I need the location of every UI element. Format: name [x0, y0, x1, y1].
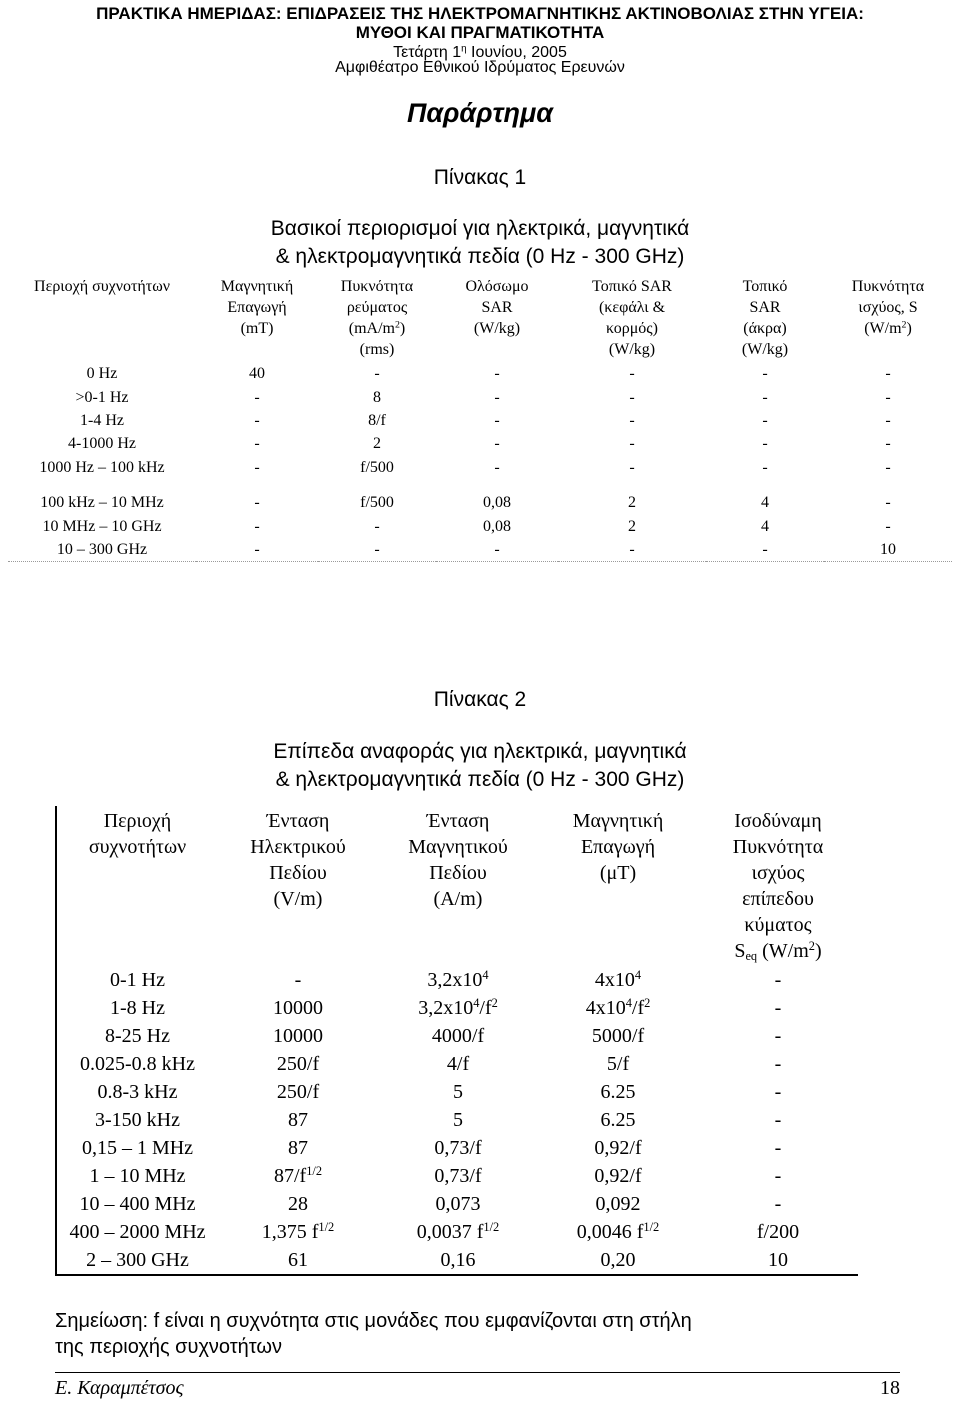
- cell-text: 0,0046 f: [576, 1221, 644, 1243]
- table1-description: [250, 215, 710, 271]
- table-row: [56, 994, 858, 1022]
- table-cell: [698, 1106, 858, 1134]
- header-text: Ισοδύναμη: [734, 810, 822, 832]
- table-cell: -: [629, 388, 635, 406]
- header-text: S: [734, 940, 746, 962]
- cell-text: 28: [288, 1193, 308, 1215]
- note-line2: της περιοχής συχνοτήτων: [55, 1336, 283, 1358]
- table-cell: [56, 1190, 218, 1218]
- table1-header-cell: [318, 276, 436, 362]
- table-cell: 2: [628, 517, 636, 535]
- header-text: Περιοχή: [103, 810, 172, 832]
- table-cell: 10 – 300 GHz: [8, 538, 196, 562]
- table-cell: [378, 1162, 538, 1190]
- cell-text: 1 – 10 MHz: [89, 1165, 186, 1187]
- cell-text: -: [774, 1193, 782, 1215]
- header-text: (A/m): [433, 888, 483, 910]
- table-cell: [538, 1246, 698, 1275]
- table-cell: [56, 1050, 218, 1078]
- table2-header-row: [56, 806, 858, 966]
- table-cell: -: [629, 411, 635, 429]
- table-cell: 4: [761, 517, 769, 535]
- table-cell: [378, 994, 538, 1022]
- header-text: (κεφάλι &: [598, 299, 666, 316]
- cell-text: -: [774, 997, 782, 1019]
- table-cell: [218, 1106, 378, 1134]
- table-row: [56, 966, 858, 994]
- header-text: Επαγωγή: [580, 836, 656, 858]
- table-cell: [538, 994, 698, 1022]
- table-cell: -: [762, 388, 768, 406]
- table-cell: 2: [373, 435, 381, 453]
- table-cell: 0 Hz: [86, 365, 118, 383]
- cell-text: 0.025-0.8 kHz: [80, 1053, 195, 1075]
- table-cell: -: [762, 435, 768, 453]
- note: [55, 1308, 915, 1360]
- cell-text: f/200: [756, 1221, 800, 1243]
- header-text: Ένταση: [426, 810, 490, 832]
- header-text: (W/m: [864, 320, 902, 337]
- cell-text: 250/f: [276, 1053, 320, 1075]
- date-rest: Ιουνίου, 2005: [466, 44, 567, 61]
- table-cell: [56, 1022, 218, 1050]
- header-text: Πεδίου: [269, 862, 327, 884]
- table-cell: [538, 1162, 698, 1190]
- table-cell: [698, 1162, 858, 1190]
- header-text: Τοπικό: [742, 278, 788, 295]
- table-cell: [218, 1134, 378, 1162]
- table-cell: -: [494, 458, 500, 476]
- cell-text: 0-1 Hz: [110, 969, 165, 991]
- table-row: [56, 1106, 858, 1134]
- table2-header-cell: [538, 806, 698, 966]
- table-cell: -: [494, 435, 500, 453]
- cell-text: 0.8-3 kHz: [97, 1081, 178, 1103]
- page-number: 18: [880, 1377, 900, 1399]
- cell-text: 87: [288, 1137, 308, 1159]
- table-row: [8, 362, 952, 385]
- table-cell: [218, 1078, 378, 1106]
- table-cell: 4-1000 Hz: [68, 435, 136, 453]
- table-cell: -: [885, 494, 891, 512]
- cell-text: 5: [453, 1081, 463, 1103]
- header-text: (V/m): [273, 888, 323, 910]
- footer-divider: [55, 1372, 900, 1373]
- header-text: Πυκνότητα: [340, 278, 414, 295]
- cell-text: 5000/f: [591, 1025, 645, 1047]
- table-cell: -: [254, 494, 260, 512]
- table-cell: [698, 1134, 858, 1162]
- table-cell: -: [885, 458, 891, 476]
- table-cell: 1-4 Hz: [80, 411, 124, 429]
- table-cell: [218, 966, 378, 994]
- cell-superscript: 1/2: [306, 1164, 323, 1179]
- cell-superscript: 1/2: [643, 1220, 660, 1235]
- table-cell: [698, 994, 858, 1022]
- table-cell: -: [885, 388, 891, 406]
- table-cell: [698, 1218, 858, 1246]
- cell-text: /f: [631, 997, 645, 1019]
- cell-text: 5/f: [606, 1053, 630, 1075]
- cell-text: 87/f: [273, 1165, 307, 1187]
- header-text: ισχύος: [751, 862, 805, 884]
- conference-title-line2: ΜΥΘΟΙ ΚΑΙ ΠΡΑΓΜΑΤΙΚΟΤΗΤΑ: [355, 23, 605, 42]
- header-text: ρεύματος: [346, 299, 408, 316]
- table-row: [56, 1246, 858, 1275]
- table-cell: -: [629, 435, 635, 453]
- table-cell: 10: [824, 538, 952, 562]
- cell-text: 4000/f: [431, 1025, 485, 1047]
- cell-text: -: [774, 1053, 782, 1075]
- table-cell: [378, 966, 538, 994]
- header-text: κορμός): [606, 320, 658, 337]
- table1-header-cell: [824, 276, 952, 362]
- header-superscript: 2: [901, 319, 907, 331]
- table-cell: [538, 1190, 698, 1218]
- table-cell: 0,08: [483, 517, 511, 535]
- cell-text: -: [774, 1165, 782, 1187]
- footer-author: Ε. Καραμπέτσος: [55, 1377, 184, 1399]
- table-row: [8, 432, 952, 455]
- header-text: ): [906, 320, 912, 337]
- cell-text: 0,73/f: [434, 1137, 482, 1159]
- header-text: Τοπικό SAR: [592, 278, 672, 295]
- table-cell: -: [885, 411, 891, 429]
- cell-text: 0,73/f: [434, 1165, 482, 1187]
- table-cell: [56, 1218, 218, 1246]
- table-cell: [56, 1246, 218, 1275]
- table-cell: 8: [373, 388, 381, 406]
- header-text: Ένταση: [266, 810, 330, 832]
- table-cell: [538, 1022, 698, 1050]
- table-cell: -: [885, 435, 891, 453]
- table-cell: [218, 1022, 378, 1050]
- header-text: Περιοχή συχνοτήτων: [34, 278, 170, 295]
- table-cell: [218, 1162, 378, 1190]
- header-text: κύματος: [744, 914, 812, 936]
- table-cell: -: [254, 517, 260, 535]
- cell-text: 0,92/f: [594, 1137, 642, 1159]
- cell-text: 1-8 Hz: [110, 997, 165, 1019]
- header-text: (W/m: [757, 940, 809, 962]
- cell-text: -: [774, 1081, 782, 1103]
- cell-text: 2 – 300 GHz: [86, 1249, 189, 1271]
- header-text: (mA/m: [348, 320, 395, 337]
- header-text: Πυκνότητα: [851, 278, 925, 295]
- table-cell: -: [374, 517, 380, 535]
- table-cell: -: [254, 458, 260, 476]
- table-cell: [56, 1134, 218, 1162]
- cell-text: 10 – 400 MHz: [79, 1193, 196, 1215]
- cell-text: 1,375 f: [261, 1221, 319, 1243]
- cell-text: 4x10: [594, 969, 635, 991]
- table1-header-cell: [706, 276, 824, 362]
- cell-text: 3-150 kHz: [95, 1109, 180, 1131]
- table-row: [56, 1218, 858, 1246]
- table1-description-line2: & ηλεκτρομαγνητικά πεδία (0 Hz - 300 GHz): [275, 245, 685, 268]
- cell-text: 0,073: [435, 1193, 481, 1215]
- table-cell: 10 MHz – 10 GHz: [42, 517, 162, 535]
- header-text: (W/kg): [473, 320, 521, 337]
- table-cell: 4: [761, 494, 769, 512]
- table-cell: [56, 1078, 218, 1106]
- cell-text: 0,16: [440, 1249, 476, 1271]
- table-cell: -: [558, 538, 706, 562]
- table-cell: [378, 1134, 538, 1162]
- header-text: (W/kg): [608, 341, 656, 358]
- table-row: [8, 456, 952, 479]
- cell-text: 250/f: [276, 1081, 320, 1103]
- header-text: Ολόσωμο: [465, 278, 529, 295]
- table-row: [56, 1162, 858, 1190]
- cell-text: 0,20: [600, 1249, 636, 1271]
- cell-text: 10: [768, 1249, 788, 1271]
- table1-header-cell: [436, 276, 558, 362]
- table-row: [56, 1022, 858, 1050]
- cell-superscript: 4: [625, 996, 632, 1011]
- cell-text: 3,2x10: [418, 997, 474, 1019]
- header-text: (άκρα): [743, 320, 787, 337]
- table-cell: -: [494, 365, 500, 383]
- table1-description-line1: Βασικοί περιορισμοί για ηλεκτρικά, μαγνητικά: [270, 217, 690, 240]
- table-cell: [378, 1022, 538, 1050]
- table-cell: -: [494, 411, 500, 429]
- cell-text: 3,2x10: [427, 969, 483, 991]
- table-cell: 40: [249, 365, 265, 383]
- table1-header-cell: [8, 276, 196, 362]
- table-cell: [538, 966, 698, 994]
- header-text: συχνοτήτων: [88, 836, 187, 858]
- header-text: ισχύος, S: [858, 299, 918, 316]
- cell-text: 87: [288, 1109, 308, 1131]
- table-cell: -: [436, 538, 558, 562]
- table-cell: [538, 1134, 698, 1162]
- conference-venue: Αμφιθέατρο Εθνικού Ιδρύματος Ερευνών: [335, 59, 625, 76]
- header-text: (mT): [240, 320, 274, 337]
- cell-text: 0,92/f: [594, 1165, 642, 1187]
- table-cell: [218, 1218, 378, 1246]
- cell-superscript: 4: [473, 996, 480, 1011]
- table-cell: [378, 1078, 538, 1106]
- cell-text: -: [774, 969, 782, 991]
- table-cell: [698, 1246, 858, 1275]
- table-cell: f/500: [360, 458, 394, 476]
- table2-description: [240, 738, 720, 794]
- header-text: (μT): [599, 862, 637, 884]
- table-cell: [218, 994, 378, 1022]
- table-cell: 0,08: [483, 494, 511, 512]
- table-cell: [698, 1078, 858, 1106]
- table-cell: -: [706, 538, 824, 562]
- table-cell: 100 kHz – 10 MHz: [40, 494, 164, 512]
- table-cell: [56, 994, 218, 1022]
- cell-text: 0,092: [595, 1193, 641, 1215]
- header-text: Ηλεκτρικού: [250, 836, 346, 858]
- table-cell: [538, 1050, 698, 1078]
- table-cell: -: [374, 365, 380, 383]
- date-ordinal: η: [461, 43, 467, 55]
- table-cell: [218, 1190, 378, 1218]
- cell-text: 61: [288, 1249, 308, 1271]
- cell-superscript: 2: [644, 996, 651, 1011]
- table-cell: -: [494, 388, 500, 406]
- table-cell: [378, 1218, 538, 1246]
- table-cell: 8/f: [368, 411, 386, 429]
- header-text: (rms): [359, 341, 395, 358]
- header-text: Επαγωγή: [227, 299, 287, 316]
- header-text: Μαγνητική: [572, 810, 664, 832]
- header-text: (W/kg): [741, 341, 789, 358]
- table-cell: [218, 1050, 378, 1078]
- header-text: ): [399, 320, 406, 337]
- table-row: [8, 409, 952, 432]
- header-subscript: eq: [745, 949, 758, 964]
- table-cell: [378, 1190, 538, 1218]
- table-cell: >0-1 Hz: [75, 388, 129, 406]
- table-cell: [698, 1022, 858, 1050]
- cell-text: 400 – 2000 MHz: [69, 1221, 206, 1243]
- table-cell: -: [885, 517, 891, 535]
- table-cell: -: [885, 365, 891, 383]
- cell-text: 4/f: [446, 1053, 470, 1075]
- header-text: SAR: [749, 299, 781, 316]
- table-cell: [698, 1050, 858, 1078]
- table-cell: [538, 1106, 698, 1134]
- table-cell: [56, 966, 218, 994]
- cell-superscript: 4: [482, 968, 489, 983]
- table-cell: -: [762, 458, 768, 476]
- table1-header-cell: [558, 276, 706, 362]
- header-text: SAR: [481, 299, 513, 316]
- cell-text: 10000: [273, 997, 323, 1019]
- table-row: [56, 1134, 858, 1162]
- cell-text: 0,15 – 1 MHz: [81, 1137, 194, 1159]
- header-text: Πεδίου: [429, 862, 487, 884]
- table-cell: -: [196, 538, 318, 562]
- cell-superscript: 4: [634, 968, 642, 983]
- appendix-title: Παράρτημα: [406, 98, 554, 128]
- table2-reference-levels: [55, 806, 858, 1276]
- header-text: Μαγνητική: [220, 278, 294, 295]
- header-superscript: 2: [808, 939, 815, 954]
- cell-superscript: 2: [491, 996, 498, 1011]
- cell-text: -: [774, 1025, 782, 1047]
- table2-header-cell: [56, 806, 218, 966]
- table-cell: -: [254, 435, 260, 453]
- table2-header-cell: [698, 806, 858, 966]
- table1-caption: Πίνακας 1: [433, 166, 527, 189]
- cell-text: 4x10: [585, 997, 626, 1019]
- table-cell: [378, 1106, 538, 1134]
- header-text: επίπεδου: [742, 888, 814, 910]
- cell-text: 10000: [273, 1025, 323, 1047]
- table-cell: [56, 1162, 218, 1190]
- date-day: Τετάρτη 1: [393, 44, 462, 61]
- cell-text: -: [294, 969, 302, 991]
- table-row: [8, 514, 952, 537]
- table2-description-line2: & ηλεκτρομαγνητικά πεδία (0 Hz - 300 GHz): [275, 768, 685, 791]
- table-cell: -: [762, 365, 768, 383]
- table-cell: [378, 1246, 538, 1275]
- header-text: Μαγνητικού: [408, 836, 508, 858]
- cell-text: 0,0037 f: [416, 1221, 484, 1243]
- table-row: [8, 538, 952, 562]
- table-cell: f/500: [360, 494, 394, 512]
- table-row: [56, 1190, 858, 1218]
- cell-superscript: 1/2: [318, 1220, 335, 1235]
- table-cell: -: [629, 458, 635, 476]
- table-row: [8, 385, 952, 408]
- header-text: Πυκνότητα: [732, 836, 824, 858]
- table1-header-cell: [196, 276, 318, 362]
- table-cell: [378, 1050, 538, 1078]
- cell-text: 6.25: [600, 1109, 636, 1131]
- table-cell: -: [318, 538, 436, 562]
- conference-title-line1: ΠΡΑΚΤΙΚΑ ΗΜΕΡΙΔΑΣ: ΕΠΙΔΡΑΣΕΙΣ ΤΗΣ ΗΛΕΚΤΡΟΜΑΓΝΗΤΙΚΗΣ ΑΚΤΙΝΟΒΟΛΙΑΣ ΣΤΗΝ ΥΓΕΙΑ:: [96, 4, 864, 23]
- cell-text: 8-25 Hz: [105, 1025, 170, 1047]
- cell-text: -: [774, 1109, 782, 1131]
- table-cell: -: [762, 411, 768, 429]
- table-row: [8, 479, 952, 514]
- cell-text: 6.25: [600, 1081, 636, 1103]
- table-cell: -: [254, 411, 260, 429]
- cell-text: /f: [479, 997, 492, 1019]
- cell-text: -: [774, 1137, 782, 1159]
- note-line1: Σημείωση: f είναι η συχνότητα στις μονάδες που εμφανίζονται στη στήλη: [55, 1310, 692, 1332]
- table2-header-cell: [378, 806, 538, 966]
- cell-text: 5: [453, 1109, 463, 1131]
- table-row: [56, 1078, 858, 1106]
- table-cell: [218, 1246, 378, 1275]
- cell-superscript: 1/2: [483, 1220, 500, 1235]
- table2-header-cell: [218, 806, 378, 966]
- table-cell: 1000 Hz – 100 kHz: [39, 458, 165, 476]
- table-cell: [698, 1190, 858, 1218]
- table-cell: [698, 966, 858, 994]
- table2-description-line1: Επίπεδα αναφοράς για ηλεκτρικά, μαγνητικά: [273, 740, 687, 763]
- table2-caption: Πίνακας 2: [433, 688, 527, 711]
- table-cell: [538, 1218, 698, 1246]
- table1-basic-restrictions: [8, 276, 952, 562]
- table-cell: -: [629, 365, 635, 383]
- table1-header-row: [8, 276, 952, 362]
- table-cell: [56, 1106, 218, 1134]
- table-row: [56, 1050, 858, 1078]
- header-text: ): [815, 940, 822, 962]
- table-cell: [538, 1078, 698, 1106]
- table-cell: -: [254, 388, 260, 406]
- table-cell: 2: [628, 494, 636, 512]
- header-superscript: 2: [394, 319, 400, 331]
